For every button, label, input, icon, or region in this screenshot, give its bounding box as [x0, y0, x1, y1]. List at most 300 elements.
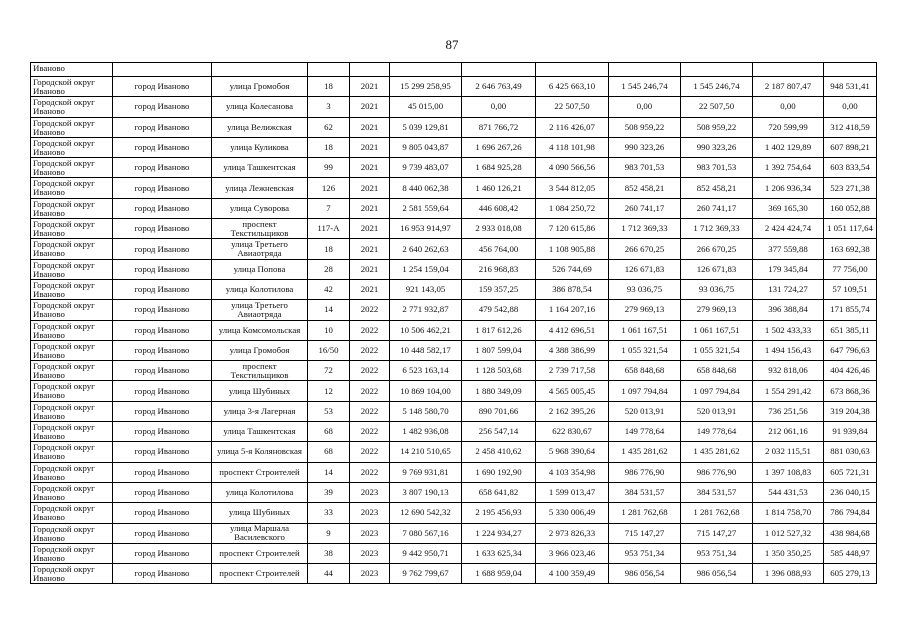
amount-cell: 523 271,38 [824, 178, 877, 198]
year-cell: 2022 [350, 462, 390, 482]
amount-cell: 7 120 615,86 [536, 219, 609, 239]
year-cell: 2021 [350, 219, 390, 239]
table-row [31, 137, 877, 157]
amount-cell: 1 482 936,08 [390, 422, 462, 442]
amount-cell: 658 848,68 [609, 361, 681, 381]
street-cell: проспект Строителей [212, 564, 308, 584]
amount-cell: 386 878,54 [536, 279, 609, 299]
municipality-cell: Городской округ Иваново [31, 503, 113, 523]
settlement-cell: город Иваново [113, 219, 212, 239]
street-cell: улица Колотилова [212, 482, 308, 502]
house-number-cell: 33 [308, 503, 350, 523]
settlement-cell: город Иваново [113, 178, 212, 198]
house-number-cell: 72 [308, 361, 350, 381]
amount-cell: 1 164 207,16 [536, 300, 609, 320]
amount-cell: 1 055 321,54 [681, 340, 753, 360]
empty-cell [350, 63, 390, 77]
amount-cell: 93 036,75 [681, 279, 753, 299]
year-cell: 2021 [350, 158, 390, 178]
amount-cell: 1 460 126,21 [462, 178, 536, 198]
year-cell: 2021 [350, 77, 390, 97]
amount-cell: 607 898,21 [824, 137, 877, 157]
amount-cell: 953 751,34 [609, 543, 681, 563]
house-number-cell: 14 [308, 300, 350, 320]
house-number-cell: 39 [308, 482, 350, 502]
amount-cell: 8 440 062,38 [390, 178, 462, 198]
municipality-cell: Городской округ Иваново [31, 77, 113, 97]
table-row [31, 361, 877, 381]
amount-cell: 396 388,84 [753, 300, 824, 320]
street-cell: проспект Строителей [212, 462, 308, 482]
amount-cell: 990 323,26 [609, 137, 681, 157]
amount-cell: 57 109,51 [824, 279, 877, 299]
municipality-cell: Городской округ Иваново [31, 300, 113, 320]
amount-cell: 520 013,91 [681, 401, 753, 421]
amount-cell: 369 165,30 [753, 198, 824, 218]
year-cell: 2023 [350, 564, 390, 584]
amount-cell: 2 116 426,07 [536, 117, 609, 137]
amount-cell: 508 959,22 [609, 117, 681, 137]
year-cell: 2022 [350, 300, 390, 320]
amount-cell: 4 412 696,51 [536, 320, 609, 340]
amount-cell: 1 281 762,68 [681, 503, 753, 523]
amount-cell: 1 494 156,43 [753, 340, 824, 360]
street-cell: улица Колотилова [212, 279, 308, 299]
amount-cell: 149 778,64 [609, 422, 681, 442]
municipality-cell: Городской округ Иваново [31, 381, 113, 401]
amount-cell: 10 506 462,21 [390, 320, 462, 340]
amount-cell: 45 015,00 [390, 97, 462, 117]
house-number-cell: 117-А [308, 219, 350, 239]
amount-cell: 622 830,67 [536, 422, 609, 442]
amount-cell: 1 097 794,84 [681, 381, 753, 401]
settlement-cell: город Иваново [113, 340, 212, 360]
amount-cell: 1 224 934,27 [462, 523, 536, 543]
amount-cell: 3 544 812,05 [536, 178, 609, 198]
amount-cell: 986 056,54 [609, 564, 681, 584]
amount-cell: 953 751,34 [681, 543, 753, 563]
amount-cell: 126 671,83 [681, 259, 753, 279]
amount-cell: 3 966 023,46 [536, 543, 609, 563]
house-number-cell: 38 [308, 543, 350, 563]
municipality-cell: Городской округ Иваново [31, 239, 113, 259]
amount-cell: 881 030,63 [824, 442, 877, 462]
table-row [31, 239, 877, 259]
amount-cell: 871 766,72 [462, 117, 536, 137]
municipality-cell: Городской округ Иваново [31, 523, 113, 543]
amount-cell: 1 281 762,68 [609, 503, 681, 523]
amount-cell: 526 744,69 [536, 259, 609, 279]
amount-cell: 2 195 456,93 [462, 503, 536, 523]
amount-cell: 6 523 163,14 [390, 361, 462, 381]
municipality-cell: Городской округ Иваново [31, 442, 113, 462]
amount-cell: 1 814 758,70 [753, 503, 824, 523]
amount-cell: 159 357,25 [462, 279, 536, 299]
municipality-cell: Городской округ Иваново [31, 97, 113, 117]
amount-cell: 1 817 612,26 [462, 320, 536, 340]
amount-cell: 160 052,88 [824, 198, 877, 218]
amount-cell: 1 435 281,62 [681, 442, 753, 462]
table-row [31, 523, 877, 543]
municipality-cell: Городской округ Иваново [31, 259, 113, 279]
municipality-cell: Городской округ Иваново [31, 340, 113, 360]
street-cell: улица Колесанова [212, 97, 308, 117]
amount-cell: 736 251,56 [753, 401, 824, 421]
amount-cell: 212 061,16 [753, 422, 824, 442]
amount-cell: 605 279,13 [824, 564, 877, 584]
municipality-cell: Иваново [31, 63, 113, 77]
amount-cell: 93 036,75 [609, 279, 681, 299]
amount-cell: 1 684 925,28 [462, 158, 536, 178]
amount-cell: 10 869 104,00 [390, 381, 462, 401]
year-cell: 2022 [350, 320, 390, 340]
amount-cell: 658 641,82 [462, 482, 536, 502]
table-row [31, 503, 877, 523]
table-row [31, 543, 877, 563]
amount-cell: 1 880 349,09 [462, 381, 536, 401]
table-row [31, 442, 877, 462]
settlement-cell: город Иваново [113, 117, 212, 137]
table-row [31, 422, 877, 442]
amount-cell: 3 807 190,13 [390, 482, 462, 502]
amount-cell: 1 599 013,47 [536, 482, 609, 502]
settlement-cell: город Иваново [113, 442, 212, 462]
settlement-cell: город Иваново [113, 320, 212, 340]
street-cell: улица 5-я Коляновская [212, 442, 308, 462]
house-number-cell: 44 [308, 564, 350, 584]
amount-cell: 22 507,50 [681, 97, 753, 117]
amount-cell: 279 969,13 [609, 300, 681, 320]
table-row [31, 462, 877, 482]
amount-cell: 1 396 088,93 [753, 564, 824, 584]
street-cell: улица Третьего Авиаотряда [212, 300, 308, 320]
amount-cell: 1 690 192,90 [462, 462, 536, 482]
street-cell: улица Ташкентская [212, 422, 308, 442]
amount-cell: 1 061 167,51 [609, 320, 681, 340]
settlement-cell: город Иваново [113, 239, 212, 259]
amount-cell: 260 741,17 [609, 198, 681, 218]
amount-cell: 986 776,90 [609, 462, 681, 482]
amount-cell: 456 764,00 [462, 239, 536, 259]
amount-cell: 5 148 580,70 [390, 401, 462, 421]
empty-cell [681, 63, 753, 77]
amount-cell: 1 051 117,64 [824, 219, 877, 239]
amount-cell: 2 162 395,26 [536, 401, 609, 421]
amount-cell: 2 933 018,08 [462, 219, 536, 239]
street-cell: улица Маршала Василевского [212, 523, 308, 543]
table-row [31, 482, 877, 502]
street-cell: улица Громобоя [212, 77, 308, 97]
municipality-cell: Городской округ Иваново [31, 198, 113, 218]
settlement-cell: город Иваново [113, 503, 212, 523]
table-row [31, 320, 877, 340]
amount-cell: 0,00 [753, 97, 824, 117]
amount-cell: 2 032 115,51 [753, 442, 824, 462]
year-cell: 2021 [350, 259, 390, 279]
house-number-cell: 7 [308, 198, 350, 218]
house-number-cell: 9 [308, 523, 350, 543]
amount-cell: 15 299 258,95 [390, 77, 462, 97]
municipality-cell: Городской округ Иваново [31, 361, 113, 381]
year-cell: 2022 [350, 340, 390, 360]
amount-cell: 438 984,68 [824, 523, 877, 543]
amount-cell: 986 776,90 [681, 462, 753, 482]
amount-cell: 236 040,15 [824, 482, 877, 502]
amount-cell: 4 090 566,56 [536, 158, 609, 178]
amount-cell: 1 807 599,04 [462, 340, 536, 360]
amount-cell: 479 542,88 [462, 300, 536, 320]
amount-cell: 720 599,99 [753, 117, 824, 137]
amount-cell: 260 741,17 [681, 198, 753, 218]
street-cell: улица Громобоя [212, 340, 308, 360]
amount-cell: 1 061 167,51 [681, 320, 753, 340]
amount-cell: 22 507,50 [536, 97, 609, 117]
year-cell: 2021 [350, 239, 390, 259]
empty-cell [609, 63, 681, 77]
data-table [30, 62, 877, 584]
municipality-cell: Городской округ Иваново [31, 482, 113, 502]
amount-cell: 5 039 129,81 [390, 117, 462, 137]
amount-cell: 544 431,53 [753, 482, 824, 502]
amount-cell: 404 426,46 [824, 361, 877, 381]
amount-cell: 2 973 826,33 [536, 523, 609, 543]
amount-cell: 126 671,83 [609, 259, 681, 279]
table-row [31, 340, 877, 360]
empty-cell [462, 63, 536, 77]
amount-cell: 163 692,38 [824, 239, 877, 259]
amount-cell: 6 425 663,10 [536, 77, 609, 97]
settlement-cell: город Иваново [113, 381, 212, 401]
settlement-cell: город Иваново [113, 401, 212, 421]
amount-cell: 852 458,21 [609, 178, 681, 198]
year-cell: 2021 [350, 178, 390, 198]
amount-cell: 890 701,66 [462, 401, 536, 421]
amount-cell: 91 939,84 [824, 422, 877, 442]
street-cell: улица Шубиных [212, 381, 308, 401]
amount-cell: 647 796,63 [824, 340, 877, 360]
street-cell: улица 3-я Лагерная [212, 401, 308, 421]
amount-cell: 1 397 108,83 [753, 462, 824, 482]
amount-cell: 377 559,88 [753, 239, 824, 259]
settlement-cell: город Иваново [113, 300, 212, 320]
amount-cell: 2 640 262,63 [390, 239, 462, 259]
street-cell: проспект Строителей [212, 543, 308, 563]
amount-cell: 2 771 932,87 [390, 300, 462, 320]
municipality-cell: Городской округ Иваново [31, 158, 113, 178]
settlement-cell: город Иваново [113, 543, 212, 563]
table-row [31, 401, 877, 421]
year-cell: 2023 [350, 523, 390, 543]
amount-cell: 2 581 559,64 [390, 198, 462, 218]
table-row [31, 198, 877, 218]
street-cell: проспект Текстильщиков [212, 219, 308, 239]
street-cell: улица Лежневская [212, 178, 308, 198]
amount-cell: 1 206 936,34 [753, 178, 824, 198]
amount-cell: 279 969,13 [681, 300, 753, 320]
amount-cell: 446 608,42 [462, 198, 536, 218]
empty-cell [113, 63, 212, 77]
amount-cell: 5 968 390,64 [536, 442, 609, 462]
house-number-cell: 14 [308, 462, 350, 482]
year-cell: 2021 [350, 137, 390, 157]
empty-cell [308, 63, 350, 77]
street-cell: улица Велижская [212, 117, 308, 137]
house-number-cell: 99 [308, 158, 350, 178]
amount-cell: 1 545 246,74 [681, 77, 753, 97]
municipality-cell: Городской округ Иваново [31, 137, 113, 157]
house-number-cell: 126 [308, 178, 350, 198]
amount-cell: 9 769 931,81 [390, 462, 462, 482]
amount-cell: 2 739 717,58 [536, 361, 609, 381]
amount-cell: 4 565 005,45 [536, 381, 609, 401]
amount-cell: 1 502 433,33 [753, 320, 824, 340]
year-cell: 2021 [350, 117, 390, 137]
municipality-cell: Городской округ Иваново [31, 219, 113, 239]
table-row [31, 259, 877, 279]
table-body [31, 63, 877, 584]
municipality-cell: Городской округ Иваново [31, 279, 113, 299]
amount-cell: 131 724,27 [753, 279, 824, 299]
amount-cell: 2 424 424,74 [753, 219, 824, 239]
amount-cell: 673 868,36 [824, 381, 877, 401]
amount-cell: 384 531,57 [681, 482, 753, 502]
amount-cell: 1 688 959,04 [462, 564, 536, 584]
street-cell: улица Комсомольская [212, 320, 308, 340]
table-row [31, 158, 877, 178]
table-row [31, 381, 877, 401]
municipality-cell: Городской округ Иваново [31, 543, 113, 563]
street-cell: улица Куликова [212, 137, 308, 157]
table-row [31, 97, 877, 117]
amount-cell: 12 690 542,32 [390, 503, 462, 523]
amount-cell: 0,00 [609, 97, 681, 117]
amount-cell: 14 210 510,65 [390, 442, 462, 462]
municipality-cell: Городской округ Иваново [31, 117, 113, 137]
amount-cell: 1 696 267,26 [462, 137, 536, 157]
street-cell: улица Суворова [212, 198, 308, 218]
page-number: 87 [445, 37, 459, 52]
street-cell: проспект Текстильщиков [212, 361, 308, 381]
house-number-cell: 53 [308, 401, 350, 421]
settlement-cell: город Иваново [113, 279, 212, 299]
amount-cell: 2 646 763,49 [462, 77, 536, 97]
empty-cell [824, 63, 877, 77]
settlement-cell: город Иваново [113, 523, 212, 543]
house-number-cell: 16/50 [308, 340, 350, 360]
settlement-cell: город Иваново [113, 361, 212, 381]
amount-cell: 921 143,05 [390, 279, 462, 299]
amount-cell: 605 721,31 [824, 462, 877, 482]
amount-cell: 1 055 321,54 [609, 340, 681, 360]
amount-cell: 986 056,54 [681, 564, 753, 584]
house-number-cell: 68 [308, 442, 350, 462]
amount-cell: 983 701,53 [681, 158, 753, 178]
house-number-cell: 18 [308, 137, 350, 157]
amount-cell: 4 100 359,49 [536, 564, 609, 584]
house-number-cell: 28 [308, 259, 350, 279]
house-number-cell: 12 [308, 381, 350, 401]
amount-cell: 1 097 794,84 [609, 381, 681, 401]
settlement-cell: город Иваново [113, 259, 212, 279]
amount-cell: 852 458,21 [681, 178, 753, 198]
amount-cell: 149 778,64 [681, 422, 753, 442]
house-number-cell: 68 [308, 422, 350, 442]
settlement-cell: город Иваново [113, 564, 212, 584]
amount-cell: 216 968,83 [462, 259, 536, 279]
amount-cell: 1 128 503,68 [462, 361, 536, 381]
year-cell: 2023 [350, 482, 390, 502]
table-row [31, 219, 877, 239]
table-row [31, 117, 877, 137]
amount-cell: 312 418,59 [824, 117, 877, 137]
year-cell: 2023 [350, 503, 390, 523]
amount-cell: 1 712 369,33 [609, 219, 681, 239]
amount-cell: 658 848,68 [681, 361, 753, 381]
amount-cell: 1 402 129,89 [753, 137, 824, 157]
amount-cell: 1 712 369,33 [681, 219, 753, 239]
carryover-row [31, 63, 877, 77]
municipality-cell: Городской округ Иваново [31, 422, 113, 442]
settlement-cell: город Иваново [113, 198, 212, 218]
empty-cell [212, 63, 308, 77]
amount-cell: 4 103 354,98 [536, 462, 609, 482]
amount-cell: 10 448 582,17 [390, 340, 462, 360]
settlement-cell: город Иваново [113, 462, 212, 482]
table-row [31, 564, 877, 584]
municipality-cell: Городской округ Иваново [31, 462, 113, 482]
house-number-cell: 3 [308, 97, 350, 117]
amount-cell: 948 531,41 [824, 77, 877, 97]
amount-cell: 77 756,00 [824, 259, 877, 279]
amount-cell: 384 531,57 [609, 482, 681, 502]
amount-cell: 715 147,27 [681, 523, 753, 543]
amount-cell: 1 012 527,32 [753, 523, 824, 543]
settlement-cell: город Иваново [113, 422, 212, 442]
street-cell: улица Попова [212, 259, 308, 279]
amount-cell: 9 739 483,07 [390, 158, 462, 178]
street-cell: улица Ташкентская [212, 158, 308, 178]
year-cell: 2021 [350, 279, 390, 299]
empty-cell [536, 63, 609, 77]
settlement-cell: город Иваново [113, 158, 212, 178]
house-number-cell: 10 [308, 320, 350, 340]
amount-cell: 5 330 006,49 [536, 503, 609, 523]
amount-cell: 520 013,91 [609, 401, 681, 421]
amount-cell: 2 187 807,47 [753, 77, 824, 97]
amount-cell: 16 953 914,97 [390, 219, 462, 239]
year-cell: 2021 [350, 97, 390, 117]
municipality-cell: Городской округ Иваново [31, 320, 113, 340]
amount-cell: 715 147,27 [609, 523, 681, 543]
amount-cell: 651 385,11 [824, 320, 877, 340]
year-cell: 2023 [350, 543, 390, 563]
amount-cell: 1 554 291,42 [753, 381, 824, 401]
table-row [31, 300, 877, 320]
amount-cell: 983 701,53 [609, 158, 681, 178]
table-row [31, 77, 877, 97]
amount-cell: 1 254 159,04 [390, 259, 462, 279]
amount-cell: 508 959,22 [681, 117, 753, 137]
empty-cell [753, 63, 824, 77]
empty-cell [390, 63, 462, 77]
amount-cell: 1 545 246,74 [609, 77, 681, 97]
house-number-cell: 62 [308, 117, 350, 137]
street-cell: улица Шубиных [212, 503, 308, 523]
amount-cell: 786 794,84 [824, 503, 877, 523]
year-cell: 2022 [350, 361, 390, 381]
street-cell: улица Третьего Авиаотряда [212, 239, 308, 259]
municipality-cell: Городской округ Иваново [31, 178, 113, 198]
